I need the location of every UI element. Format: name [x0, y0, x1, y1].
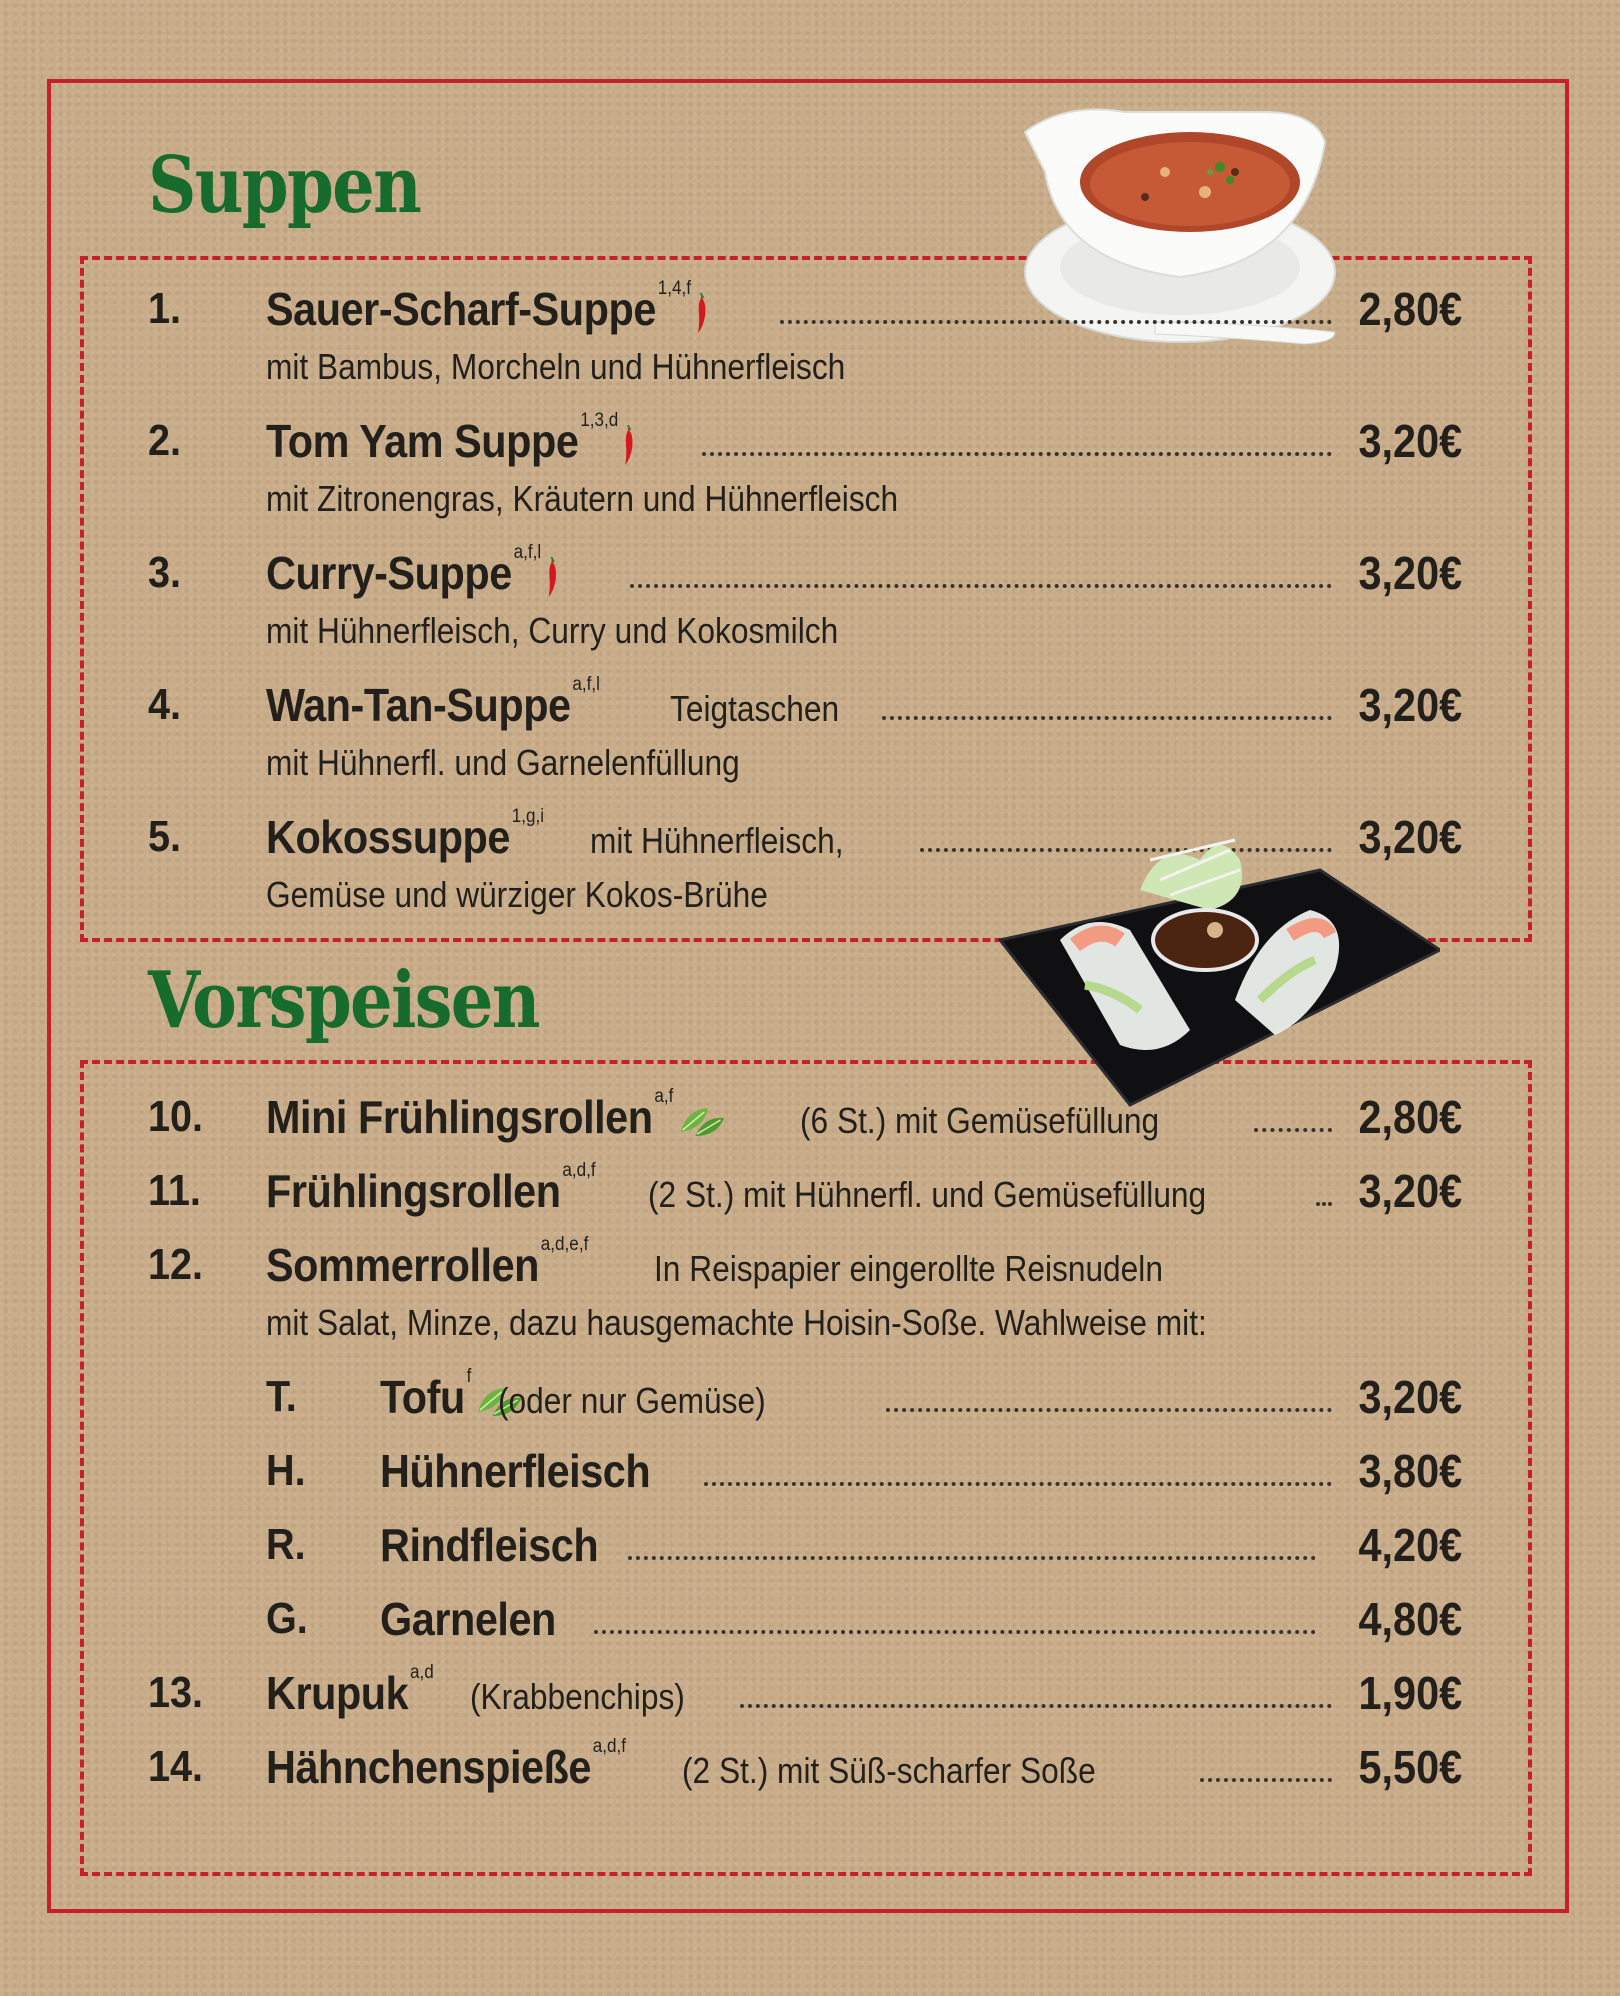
item-description: Gemüse und würziger Kokos-Brühe — [266, 874, 768, 915]
dot-leader — [886, 1400, 1332, 1412]
item-description: mit Hühnerfl. und Garnelenfüllung — [266, 742, 740, 783]
section-title-suppen: Suppen — [148, 140, 421, 231]
item-note: (2 St.) mit Süß-scharfer Soße — [682, 1750, 1096, 1791]
item-note: In Reispapier eingerollte Reisnudeln — [654, 1248, 1163, 1289]
item-title — [266, 542, 557, 600]
item-description: mit Bambus, Morcheln und Hühnerfleisch — [266, 346, 846, 387]
item-note: Teigtaschen — [670, 688, 840, 729]
item-price: 3,20€ — [1358, 1371, 1462, 1423]
item-note: (Krabbenchips) — [470, 1676, 685, 1717]
option-letter: H. — [266, 1446, 306, 1495]
item-name: Tom Yam Suppe — [266, 415, 579, 467]
dot-leader — [628, 1548, 1316, 1560]
item-description: mit Zitronengras, Kräutern und Hühnerfleisch — [266, 478, 899, 519]
item-price: 2,80€ — [1358, 1091, 1462, 1143]
dot-leader — [882, 708, 1332, 720]
item-title — [266, 806, 545, 864]
allergen-codes: a,f,l — [572, 674, 600, 695]
allergen-codes: a,f,l — [513, 542, 542, 563]
item-number: 4. — [148, 680, 182, 729]
item-number: 14. — [148, 1742, 204, 1791]
allergen-codes: a,f — [654, 1086, 674, 1107]
section-title-vorspeisen: Vorspeisen — [148, 955, 539, 1046]
item-title — [266, 1160, 596, 1218]
allergen-codes: a,d,f — [592, 1736, 627, 1757]
allergen-codes: a,d — [410, 1662, 434, 1683]
item-number: 1. — [148, 284, 182, 333]
item-number: 2. — [148, 416, 182, 465]
item-price: 3,20€ — [1358, 415, 1462, 467]
item-name: Hühnerfleisch — [380, 1445, 651, 1497]
item-title — [266, 278, 707, 336]
dot-leader — [1254, 1120, 1332, 1132]
dot-leader — [594, 1622, 1316, 1634]
item-note: (2 St.) mit Hühnerfl. und Gemüsefüllung — [648, 1174, 1207, 1215]
chili-icon — [696, 293, 707, 333]
item-name: Curry-Suppe — [266, 547, 512, 599]
item-name: Sommerrollen — [266, 1239, 539, 1291]
item-price: 3,20€ — [1358, 679, 1462, 731]
item-price: 4,20€ — [1358, 1519, 1462, 1571]
item-title — [266, 1234, 589, 1292]
item-name: Garnelen — [380, 1593, 556, 1645]
item-name: Hähnchenspieße — [266, 1741, 591, 1793]
item-name: Frühlingsrollen — [266, 1165, 561, 1217]
allergen-codes: a,d,f — [562, 1160, 596, 1181]
item-number: 3. — [148, 548, 182, 597]
allergen-codes: 1,g,i — [511, 806, 545, 827]
dot-leader — [740, 1696, 1332, 1708]
item-number: 12. — [148, 1240, 204, 1289]
item-title — [266, 1662, 434, 1720]
item-name: Rindfleisch — [380, 1519, 599, 1571]
item-title — [380, 1444, 650, 1498]
item-title — [266, 410, 634, 468]
item-title — [266, 1736, 627, 1794]
item-number: 13. — [148, 1668, 204, 1717]
chili-icon — [547, 557, 558, 597]
item-number: 10. — [148, 1092, 204, 1141]
chili-icon — [624, 425, 635, 465]
item-price: 2,80€ — [1358, 283, 1462, 335]
allergen-codes: 1,3,d — [580, 410, 619, 431]
dot-leader — [780, 312, 1332, 324]
item-note: (6 St.) mit Gemüsefüllung — [800, 1100, 1160, 1141]
item-note: mit Hühnerfleisch, — [590, 820, 844, 861]
item-description: mit Salat, Minze, dazu hausgemachte Hoisin-Soße. Wahlweise mit: — [266, 1302, 1207, 1343]
item-title — [266, 1086, 727, 1144]
option-letter: R. — [266, 1520, 306, 1569]
item-number: 11. — [148, 1166, 201, 1215]
item-price: 3,80€ — [1358, 1445, 1462, 1497]
allergen-codes: f — [466, 1366, 472, 1387]
item-price: 3,20€ — [1358, 811, 1462, 863]
sommerrollen-photo — [990, 800, 1440, 1120]
leaf-icon — [677, 1102, 727, 1140]
item-description: mit Hühnerfleisch, Curry und Kokosmilch — [266, 610, 839, 651]
option-letter: T. — [266, 1372, 297, 1421]
item-name: Tofu — [380, 1371, 465, 1423]
item-name: Sauer-Scharf-Suppe — [266, 283, 656, 335]
dot-leader — [630, 576, 1332, 588]
item-name: Mini Frühlingsrollen — [266, 1091, 653, 1143]
item-price: 3,20€ — [1358, 1165, 1462, 1217]
dot-leader — [1200, 1770, 1332, 1782]
dot-leader — [1316, 1194, 1332, 1206]
item-number: 5. — [148, 812, 182, 861]
item-title — [266, 674, 600, 732]
item-title — [380, 1592, 556, 1646]
allergen-codes: 1,4,f — [657, 278, 691, 299]
item-price: 1,90€ — [1358, 1667, 1462, 1719]
dot-leader — [702, 444, 1332, 456]
item-price: 5,50€ — [1358, 1741, 1462, 1793]
dot-leader — [704, 1474, 1332, 1486]
item-price: 4,80€ — [1358, 1593, 1462, 1645]
option-letter: G. — [266, 1594, 308, 1643]
item-price: 3,20€ — [1358, 547, 1462, 599]
item-name: Krupuk — [266, 1667, 409, 1719]
item-name: Wan-Tan-Suppe — [266, 679, 571, 731]
item-name: Kokossuppe — [266, 811, 510, 863]
item-title — [380, 1518, 598, 1572]
allergen-codes: a,d,e,f — [540, 1234, 589, 1255]
item-note: (oder nur Gemüse) — [498, 1380, 766, 1421]
